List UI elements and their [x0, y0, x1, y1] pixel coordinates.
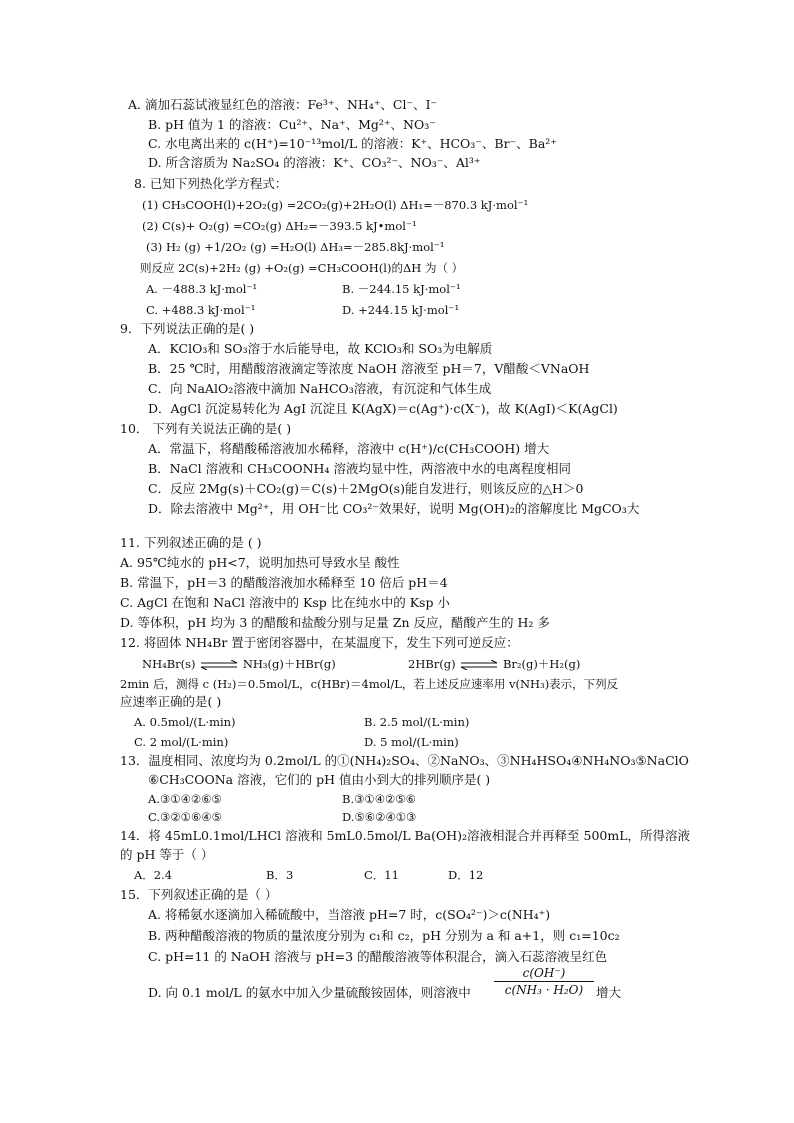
q10-stem: 10． 下列有关说法正确的是( ) [120, 421, 292, 436]
q8-option-b: B. －244.15 kJ·mol⁻¹ [342, 282, 461, 296]
q7-option-c: C. 水电离出来的 c(H⁺)=10⁻¹³mol/L 的溶液：K⁺、HCO₃⁻、Br⁻、Ba²⁺ [148, 136, 557, 151]
q15-stem: 15．下列叙述正确的是（ ） [120, 887, 278, 902]
q10-option-a: A．常温下，将醋酸稀溶液加水稀释，溶液中 c(H⁺)/c(CH₃COOH) 增大 [148, 441, 550, 456]
q12-option-d: D. 5 mol/(L·min) [364, 735, 459, 749]
q13-option-d: D.⑤⑥②④①③ [342, 810, 417, 824]
q11-option-c: C. AgCl 在饱和 NaCl 溶液中的 Ksp 比在纯水中的 Ksp 小 [120, 595, 450, 610]
reversible-arrow-icon [459, 660, 499, 670]
q10-option-d: D．除去溶液中 Mg²⁺，用 OH⁻比 CO₃²⁻效果好，说明 Mg(OH)₂的溶解度比 MgCO₃大 [148, 501, 640, 516]
q12-reaction-2-reactant: 2HBr(g) [408, 657, 456, 671]
q15-option-d-suffix: 增大 [596, 985, 622, 1000]
q14-option-b: B．3 [266, 868, 294, 882]
q11-option-a: A. 95℃纯水的 pH<7，说明加热可导致水呈 酸性 [120, 555, 400, 570]
q15-option-d-fraction [494, 966, 594, 997]
q8-option-d: D. +244.15 kJ·mol⁻¹ [342, 303, 460, 317]
q13-line-2: ⑥CH₃COONa 溶液，它们的 pH 值由小到大的排列顺序是( ) [148, 772, 491, 787]
q8-stem: 8. 已知下列热化学方程式： [134, 176, 288, 191]
q11-stem: 11. 下列叙述正确的是 ( ) [120, 535, 262, 550]
q12-reaction-1-reactant: NH₄Br(s) [142, 657, 196, 671]
q12-option-c: C. 2 mol/(L·min) [134, 735, 229, 749]
q8-equation-3: (3) H₂ (g) +1/2O₂ (g) =H₂O(l) ΔH₃=－285.8kJ·mol⁻¹ [146, 240, 445, 254]
q8-equation-2: (2) C(s)+ O₂(g) =CO₂(g) ΔH₂=－393.5 kJ•mol⁻¹ [142, 219, 417, 233]
q9-option-c: C．向 NaAlO₂溶液中滴加 NaHCO₃溶液，有沉淀和气体生成 [148, 381, 492, 396]
q12-reaction-1 [142, 655, 336, 673]
q12-line-3: 2min 后，测得 c (H₂)＝0.5mol/L，c(HBr)＝4mol/L，若上述反应速率用 v(NH₃)表示，下列反 [120, 677, 619, 691]
q14-option-d: D．12 [448, 868, 484, 882]
q14-stem: 14．将 45mL0.1mol/LHCl 溶液和 5mL0.5mol/L Ba(OH)₂溶液相混合并再释至 500mL，所得溶液 [120, 828, 691, 843]
fraction-numerator: c(OH⁻) [522, 966, 566, 980]
q12-option-b: B. 2.5 mol/(L·min) [364, 715, 470, 729]
q12-option-a: A. 0.5mol/(L·min) [134, 715, 236, 729]
q14-line-2: 的 pH 等于（ ） [120, 847, 214, 862]
q9-option-d: D．AgCl 沉淀易转化为 AgI 沉淀且 K(AgX)＝c(Ag⁺)·c(X⁻)，故 K(AgI)＜K(AgCl) [148, 401, 618, 416]
q8-option-c: C. +488.3 kJ·mol⁻¹ [146, 303, 256, 317]
q12-reaction-2 [408, 655, 580, 673]
q11-option-d: D. 等体积，pH 均为 3 的醋酸和盐酸分别与足量 Zn 反应，醋酸产生的 H₂ 多 [120, 615, 550, 630]
reversible-arrow-icon [199, 660, 239, 670]
q14-option-c: C．11 [364, 868, 399, 882]
q15-option-b: B. 两种醋酸溶液的物质的量浓度分别为 c₁和 c₂，pH 分别为 a 和 a+1，则 c₁=10c₂ [148, 928, 620, 943]
q10-option-b: B．NaCl 溶液和 CH₃COONH₄ 溶液均显中性，两溶液中水的电离程度相同 [148, 461, 571, 476]
q7-option-b: B. pH 值为 1 的溶液：Cu²⁺、Na⁺、Mg²⁺、NO₃⁻ [148, 117, 436, 132]
q15-option-d-text: D. 向 0.1 mol/L 的氨水中加入少量硫酸铵固体，则溶液中 [148, 985, 471, 1000]
q12-stem: 12. 将固体 NH₄Br 置于密闭容器中，在某温度下，发生下列可逆反应： [120, 635, 519, 650]
q13-option-b: B.③①④②⑤⑥ [342, 792, 416, 806]
fraction-denominator: c(NH₃ · H₂O) [504, 983, 584, 997]
q13-option-a: A.③①④②⑥⑤ [148, 792, 222, 806]
q13-stem: 13．温度相同、浓度均为 0.2mol/L 的①(NH₄)₂SO₄、②NaNO₃、③NH₄HSO₄④NH₄NO₃⑤NaClO [120, 753, 689, 768]
q12-reaction-2-products: Br₂(g)＋H₂(g) [502, 657, 581, 671]
q11-option-b: B. 常温下，pH＝3 的醋酸溶液加水稀释至 10 倍后 pH＝4 [120, 575, 448, 590]
q13-option-c: C.③②①⑥④⑤ [148, 810, 222, 824]
q8-option-a: A. －488.3 kJ·mol⁻¹ [146, 282, 258, 296]
q15-option-a: A. 将稀氨水逐滴加入稀硫酸中，当溶液 pH=7 时，c(SO₄²⁻)＞c(NH₄⁺) [148, 907, 551, 922]
q12-line-4: 应速率正确的是( ) [120, 694, 222, 709]
q9-stem: 9．下列说法正确的是( ) [120, 321, 255, 336]
q7-option-d: D. 所含溶质为 Na₂SO₄ 的溶液：K⁺、CO₃²⁻、NO₃⁻、Al³⁺ [148, 155, 481, 170]
q8-question: 则反应 2C(s)+2H₂ (g) +O₂(g) =CH₃COOH(l)的ΔH 为（ ） [140, 261, 464, 275]
q10-option-c: C．反应 2Mg(s)＋CO₂(g)＝C(s)＋2MgO(s)能自发进行，则该反应的△H＞0 [148, 481, 584, 496]
q14-option-a: A．2.4 [134, 868, 173, 882]
q15-option-c: C. pH=11 的 NaOH 溶液与 pH=3 的醋酸溶液等体积混合，滴入石蕊溶液呈红色 [148, 949, 608, 964]
fraction-bar [494, 981, 594, 982]
q9-option-a: A．KClO₃和 SO₃溶于水后能导电，故 KClO₃和 SO₃为电解质 [148, 341, 493, 356]
q8-equation-1: (1) CH₃COOH(l)+2O₂(g) =2CO₂(g)+2H₂O(l) ΔH₁=－870.3 kJ·mol⁻¹ [142, 198, 529, 212]
q12-reaction-1-products: NH₃(g)＋HBr(g) [242, 657, 336, 671]
q9-option-b: B．25 ℃时，用醋酸溶液滴定等浓度 NaOH 溶液至 pH＝7，V醋酸＜VNaOH [148, 361, 590, 376]
q7-option-a: A. 滴加石蕊试液显红色的溶液：Fe³⁺、NH₄⁺、Cl⁻、I⁻ [128, 97, 438, 112]
